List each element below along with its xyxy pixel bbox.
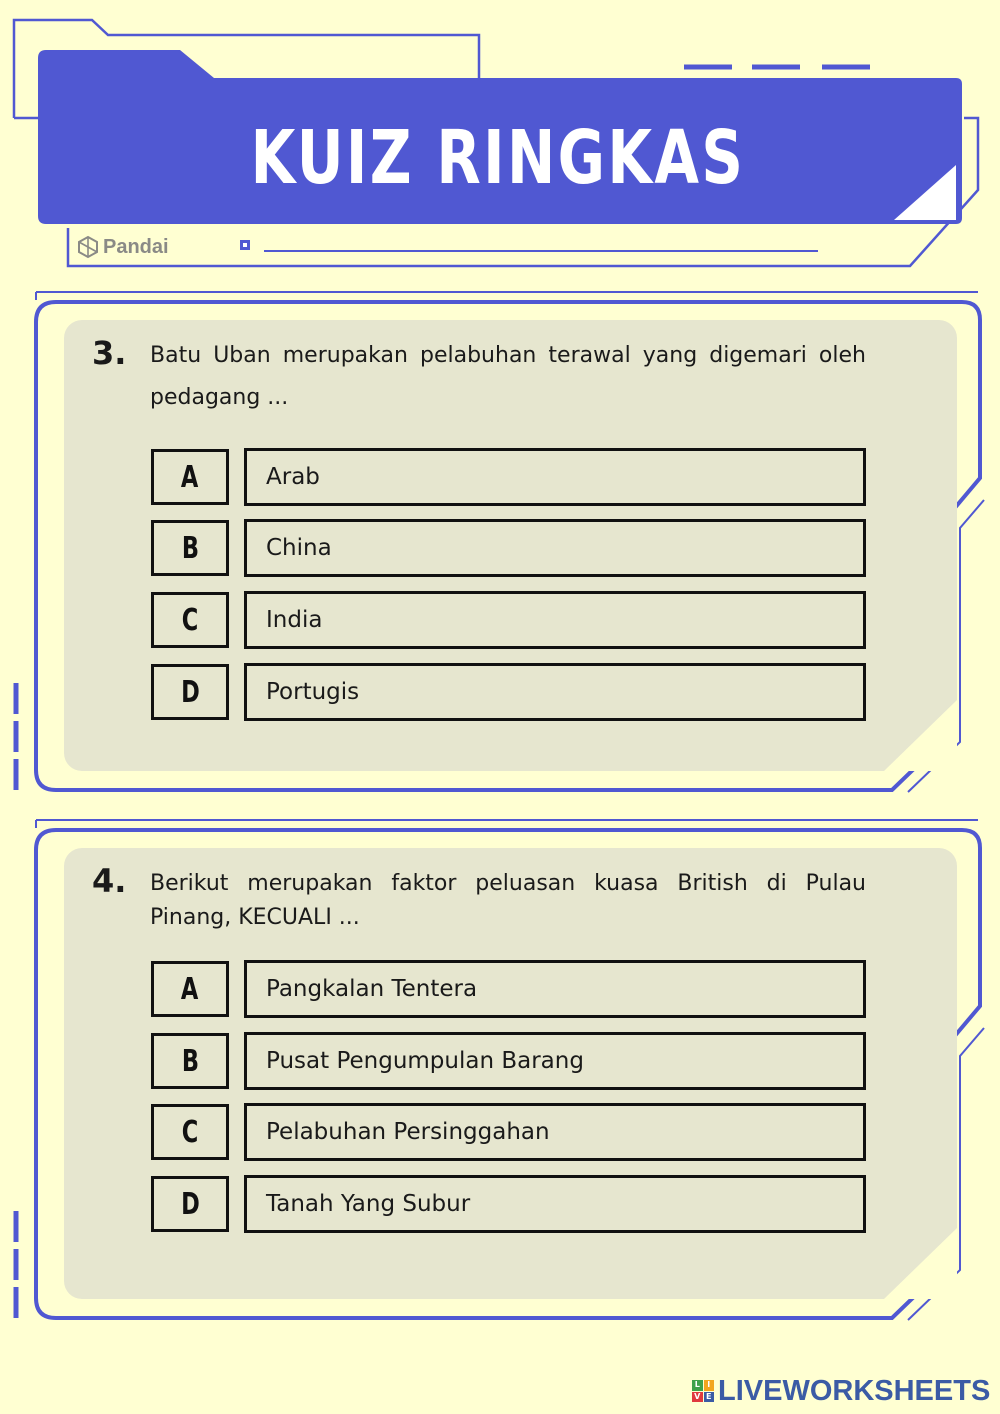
question-number: 3. <box>92 334 127 372</box>
option-letter[interactable]: D <box>151 664 229 720</box>
liveworksheets-logo-icon: L I V E <box>692 1380 714 1402</box>
answer-option[interactable]: India <box>244 591 866 649</box>
answer-option[interactable]: Tanah Yang Subur <box>244 1175 866 1233</box>
answer-option[interactable]: China <box>244 519 866 577</box>
page-title: KUIZ RINGKAS <box>250 115 746 201</box>
option-letter[interactable]: C <box>151 592 229 648</box>
option-letter[interactable]: C <box>151 1104 229 1160</box>
question-text: Berikut merupakan faktor peluasan kuasa British di Pulau Pinang, KECUALI ... <box>150 871 866 930</box>
liveworksheets-logo-text: LIVEWORKSHEETS <box>718 1374 991 1407</box>
option-letter[interactable]: B <box>151 520 229 576</box>
option-letter[interactable]: A <box>151 449 229 505</box>
answer-option[interactable]: Arab <box>244 448 866 506</box>
brand-logo <box>76 234 169 260</box>
answer-option[interactable]: Portugis <box>244 663 866 721</box>
liveworksheets-logo[interactable] <box>692 1374 990 1408</box>
option-letter[interactable]: A <box>151 961 229 1017</box>
brand-name: Pandai <box>103 235 169 258</box>
question-number: 4. <box>92 862 127 900</box>
question-text: Batu Uban merupakan pelabuhan terawal yang digemari oleh pedagang ... <box>150 343 866 410</box>
pandai-logo-icon <box>76 235 100 259</box>
answer-option[interactable]: Pelabuhan Persinggahan <box>244 1103 866 1161</box>
answer-option[interactable]: Pangkalan Tentera <box>244 960 866 1018</box>
option-letter[interactable]: B <box>151 1033 229 1089</box>
option-letter[interactable]: D <box>151 1176 229 1232</box>
answer-option[interactable]: Pusat Pengumpulan Barang <box>244 1032 866 1090</box>
